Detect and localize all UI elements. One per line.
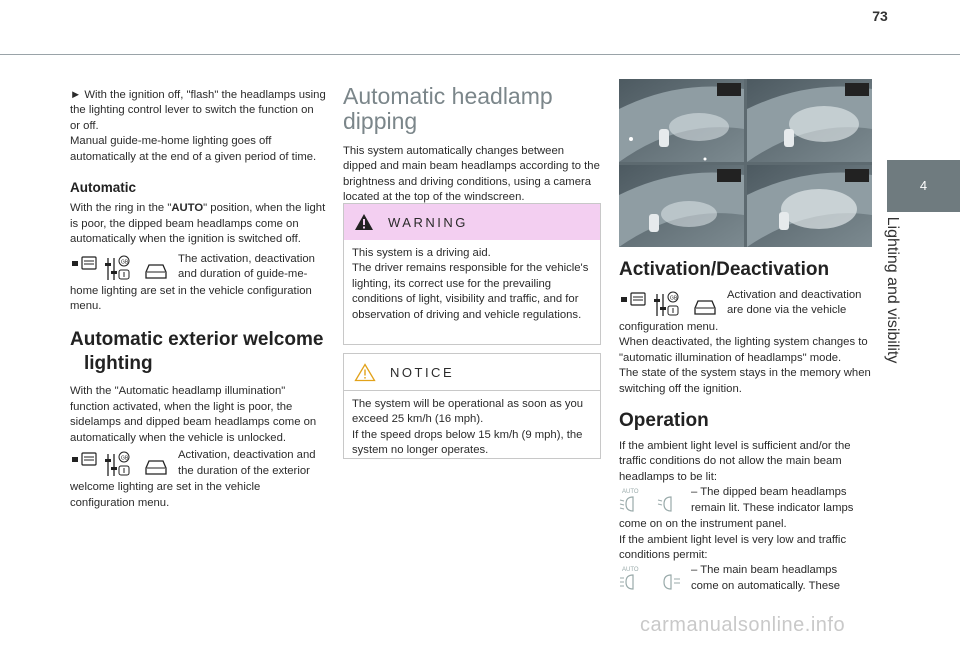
warning-header — [344, 204, 600, 240]
svg-text:GB: GB — [121, 455, 129, 462]
icons-row-2 — [70, 448, 326, 480]
warning-text-1: This system is a driving aid. — [352, 247, 491, 259]
deactivated-paragraph: When deactivated, the lighting system changes to "automatic illumination of headlamps" mode. — [619, 336, 868, 364]
icons-text-2c: welcome lighting are set in the vehicle configuration menu. — [70, 481, 261, 509]
menu-config-icons-3 — [619, 288, 725, 320]
intro-paragraph: ► With the ignition off, "flash" the headlamps using the lighting control lever to switch the function on or off. — [70, 89, 326, 132]
main-text-b: come on automatically. These — [691, 579, 841, 592]
notice-text-2: If the speed drops below 15 km/h (9 mph), the system no longer operates. — [352, 428, 583, 457]
page-number: 73 — [872, 8, 888, 24]
dipped-text-c: come on on the instrument panel. — [619, 518, 787, 531]
memory-paragraph: The state of the system stays in the memory when switching off the ignition. — [619, 367, 871, 395]
welcome-paragraph: With the "Automatic headlamp illumination" function activated, when the light is poor, the sidelamps and dipped beam headlamps come on automatically when the vehicle is unlocked. — [70, 385, 317, 444]
warning-box — [343, 203, 601, 345]
icons-row-1 — [70, 252, 326, 284]
dipping-intro: This system automatically changes between dipped and main beam headlamps according to the brightness and driving conditions, using a camera located at the top of the windscreen. — [343, 145, 600, 204]
chapter-tab[interactable] — [887, 160, 960, 212]
road-illustration — [619, 79, 872, 247]
icons-row-3 — [619, 288, 871, 320]
icons-text-1c: home lighting are set in the vehicle configuration menu. — [70, 284, 312, 313]
menu-config-icons — [70, 252, 176, 284]
operation-intro: If the ambient light level is sufficient and/or the traffic conditions do not allow the main beam headlamps to be lit: — [619, 440, 851, 483]
dipped-row — [619, 485, 871, 517]
menu-config-icons-2 — [70, 448, 176, 480]
icons-text-2a: Activation, deactivation and — [178, 449, 316, 462]
header-rule — [0, 54, 960, 55]
column-1 — [70, 88, 326, 511]
column-3 — [619, 258, 871, 595]
svg-text:GB: GB — [121, 259, 129, 266]
notice-text-1: The system will be operational as soon as you exceed 25 km/h (16 mph). — [352, 398, 584, 426]
activation-text-c: configuration menu. — [619, 321, 719, 333]
icons-text-1a: The activation, deactivation — [178, 252, 315, 265]
warning-triangle-icon — [354, 213, 374, 231]
notice-header — [344, 354, 600, 391]
activation-heading: Activation/Deactivation — [619, 259, 830, 280]
icons-text-2b: the duration of the exterior — [178, 464, 310, 477]
activation-text-b: are done via the vehicle — [727, 304, 847, 317]
dipping-heading: Automatic headlamp dipping — [343, 83, 553, 134]
notice-label: NOTICE — [390, 364, 455, 380]
warning-label: WARNING — [388, 214, 468, 230]
column-2 — [343, 84, 601, 206]
auto-label-2: AUTO — [622, 567, 639, 574]
activation-text-a: Activation and deactivation — [727, 289, 862, 301]
watermark: carmanualsonline.info — [640, 614, 846, 636]
main-text-a: – The main beam headlamps — [691, 564, 838, 577]
low-light-paragraph: If the ambient light level is very low and traffic conditions permit: — [619, 533, 847, 562]
notice-box — [343, 353, 601, 459]
chapter-number: 4 — [919, 178, 928, 193]
automatic-paragraph: With the ring in the "AUTO" position, when the light is poor, the dipped beam headlamps come on automatically when the ignition is switched off. — [70, 202, 326, 246]
svg-text:GB: GB — [670, 295, 678, 302]
dipped-text-a: – The dipped beam headlamps — [691, 486, 847, 499]
main-beam-indicator-icons — [619, 563, 691, 595]
dipped-beam-indicator-icons — [619, 485, 691, 517]
dipped-text-b: remain lit. These indicator lamps — [691, 501, 854, 514]
warning-text-2: The driver remains responsible for the vehicle's lighting, its correct use for the prevailing conditions of light, visibility and traffic, and for observation of driving and vehicle regulations. — [352, 262, 589, 321]
notice-triangle-icon — [354, 363, 376, 382]
icons-text-1b: and duration of guide-me- — [178, 268, 308, 281]
auto-label: AUTO — [622, 489, 639, 496]
chapter-title-text: Lighting and visibility — [884, 216, 901, 364]
main-beam-row — [619, 563, 871, 595]
chapter-title — [882, 216, 902, 364]
manual-paragraph: Manual guide-me-home lighting goes off automatically at the end of a given period of time. — [70, 135, 317, 163]
automatic-heading: Automatic — [70, 180, 137, 196]
welcome-heading: Automatic exterior welcome lighting — [70, 329, 324, 375]
operation-heading: Operation — [619, 410, 709, 432]
headlamp-photo-grid — [619, 79, 872, 247]
